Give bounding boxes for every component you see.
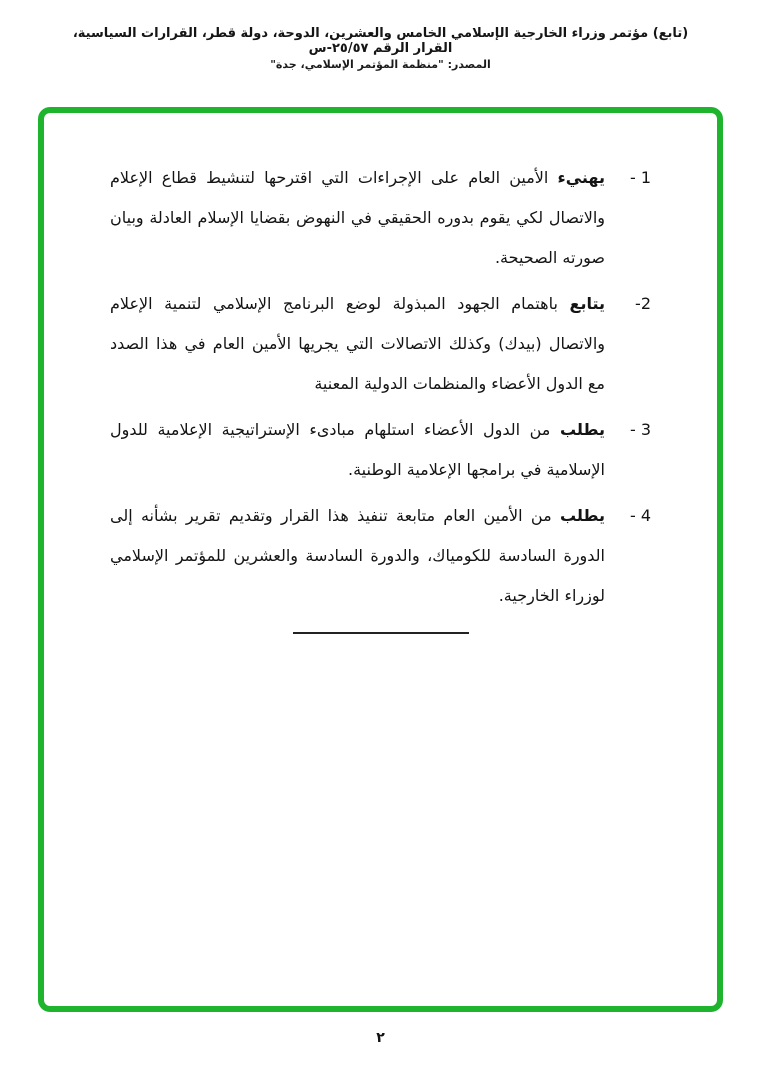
item-body-text: من الدول الأعضاء استلهام مبادىء الإستراتيجية الإعلامية للدول الإسلامية في برامجها الإعلامية الوطنية. <box>110 420 605 479</box>
item-lead-word: يتابع <box>569 294 605 313</box>
item-lead-word: يهنيء <box>557 168 605 187</box>
resolution-item-2 <box>110 284 651 404</box>
item-lead-word: يطلب <box>559 506 605 525</box>
item-body-text: الأمين العام على الإجراءات التي اقترحها لتنشيط قطاع الإعلام والاتصال لكي يقوم بدوره الحقيقي في النهوض بقضايا الإسلام العادلة وبيان صورته الصحيحة. <box>110 168 605 267</box>
resolution-border <box>38 107 723 1012</box>
resolution-item-1 <box>110 158 651 278</box>
item-text <box>110 284 605 404</box>
item-number: 1 - <box>629 168 651 187</box>
item-number: 3 - <box>629 420 651 439</box>
item-lead-word: يطلب <box>559 420 605 439</box>
document-header-source: المصدر: "منظمة المؤتمر الإسلامي، جدة" <box>270 58 491 71</box>
item-text <box>110 158 605 278</box>
item-number: 4 - <box>629 506 651 525</box>
resolution-item-4 <box>110 496 651 616</box>
item-number: 2- <box>635 294 651 313</box>
item-text <box>110 410 605 490</box>
end-of-text-rule <box>293 632 469 634</box>
resolution-item-3 <box>110 410 651 490</box>
item-body-text: باهتمام الجهود المبذولة لوضع البرنامج الإسلامي لتنمية الإعلام والاتصال (بيدك) وكذلك الاتصالات التي يجريها الأمين العام في هذا الصدد مع الدول الأعضاء والمنظمات الدولية المعنية <box>110 294 605 393</box>
document-header-reference: (تابع) مؤتمر وزراء الخارجية الإسلامي الخامس والعشرين، الدوحة، دولة قطر، القرارات السياسية، القرار الرقم ٢٥/٥٧-س <box>72 26 689 56</box>
item-body-text: من الأمين العام متابعة تنفيذ هذا القرار وتقديم تقرير بشأنه إلى الدورة السادسة للكومياك، والدورة السادسة والعشرين للمؤتمر الإسلامي لوزراء الخارجية. <box>110 506 605 605</box>
item-text <box>110 496 605 616</box>
page-number: ٢ <box>376 1030 385 1046</box>
resolution-body <box>110 158 651 634</box>
